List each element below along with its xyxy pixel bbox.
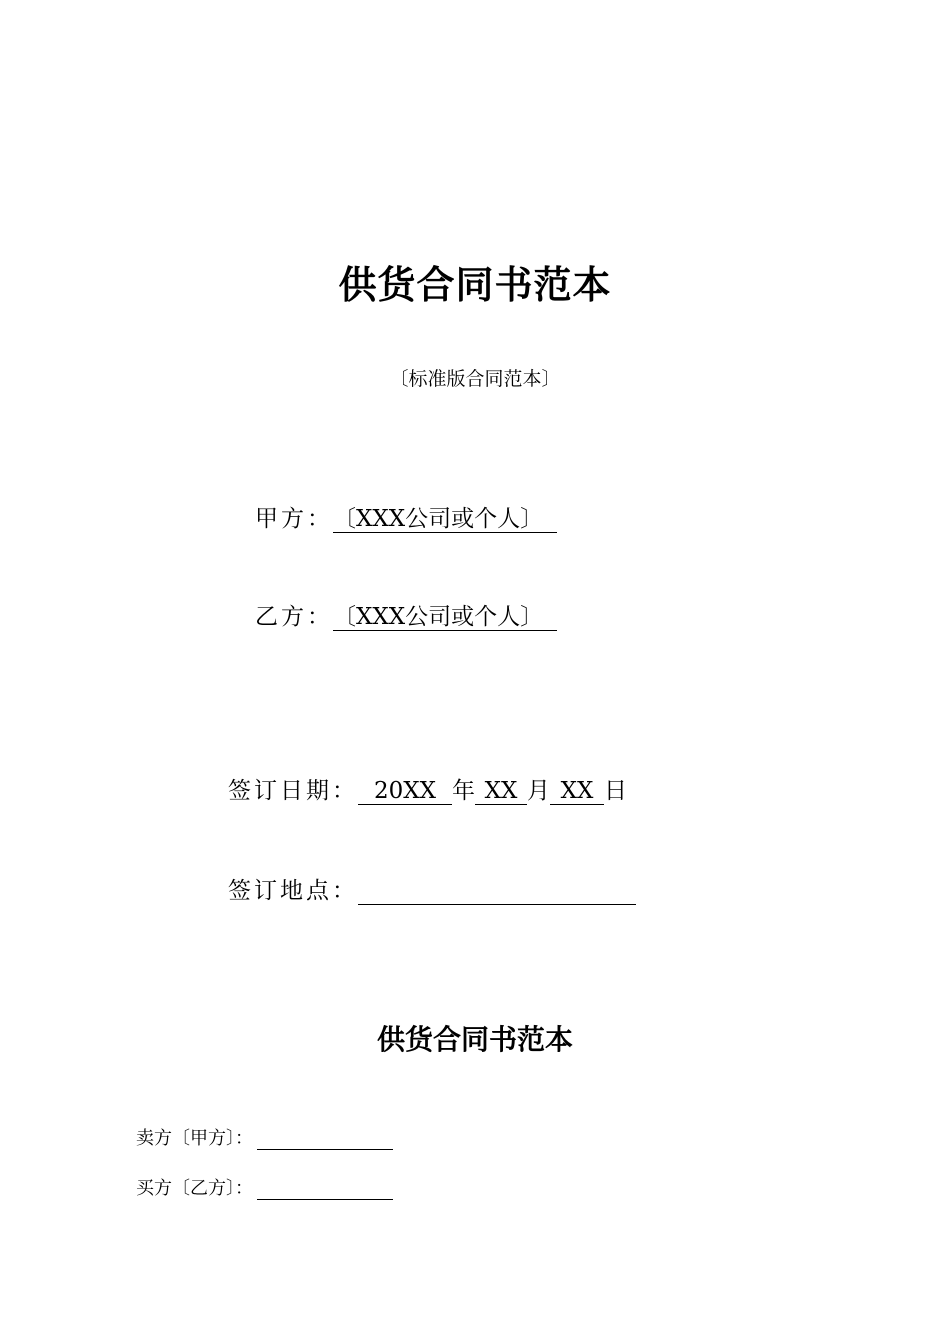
seller-label: 卖方〔甲方〕： [136, 1128, 253, 1149]
buyer-blank [257, 1179, 393, 1200]
seller-blank [257, 1129, 393, 1150]
section-title: 供货合同书范本 [376, 1023, 573, 1056]
sign-date-label: 签订日期： [228, 778, 358, 804]
page-title: 供货合同书范本 [338, 263, 612, 307]
party-b-row [255, 598, 557, 631]
sign-date-day-unit: 日 [604, 778, 627, 804]
sign-place-blank [358, 878, 636, 905]
buyer-label: 买方〔乙方〕： [136, 1178, 253, 1199]
sign-place-label: 签订地点： [228, 878, 358, 904]
page-subtitle: 〔标准版合同范本〕 [389, 368, 561, 390]
party-b-label: 乙方： [255, 604, 333, 630]
sign-date-year: 20XX [358, 778, 452, 805]
sign-date-month-unit: 月 [527, 778, 550, 804]
sign-date-year-unit: 年 [452, 778, 475, 804]
sign-date-day: XX [550, 778, 604, 805]
seller-row [136, 1124, 393, 1150]
party-a-label: 甲方： [255, 506, 333, 532]
sign-date-row [228, 772, 627, 805]
party-a-value: 〔XXX公司或个人〕 [333, 506, 557, 533]
sign-date-month: XX [475, 778, 527, 805]
party-b-value: 〔XXX公司或个人〕 [333, 604, 557, 631]
sign-place-row [228, 872, 636, 905]
buyer-row [136, 1174, 393, 1200]
party-a-row [255, 500, 557, 533]
